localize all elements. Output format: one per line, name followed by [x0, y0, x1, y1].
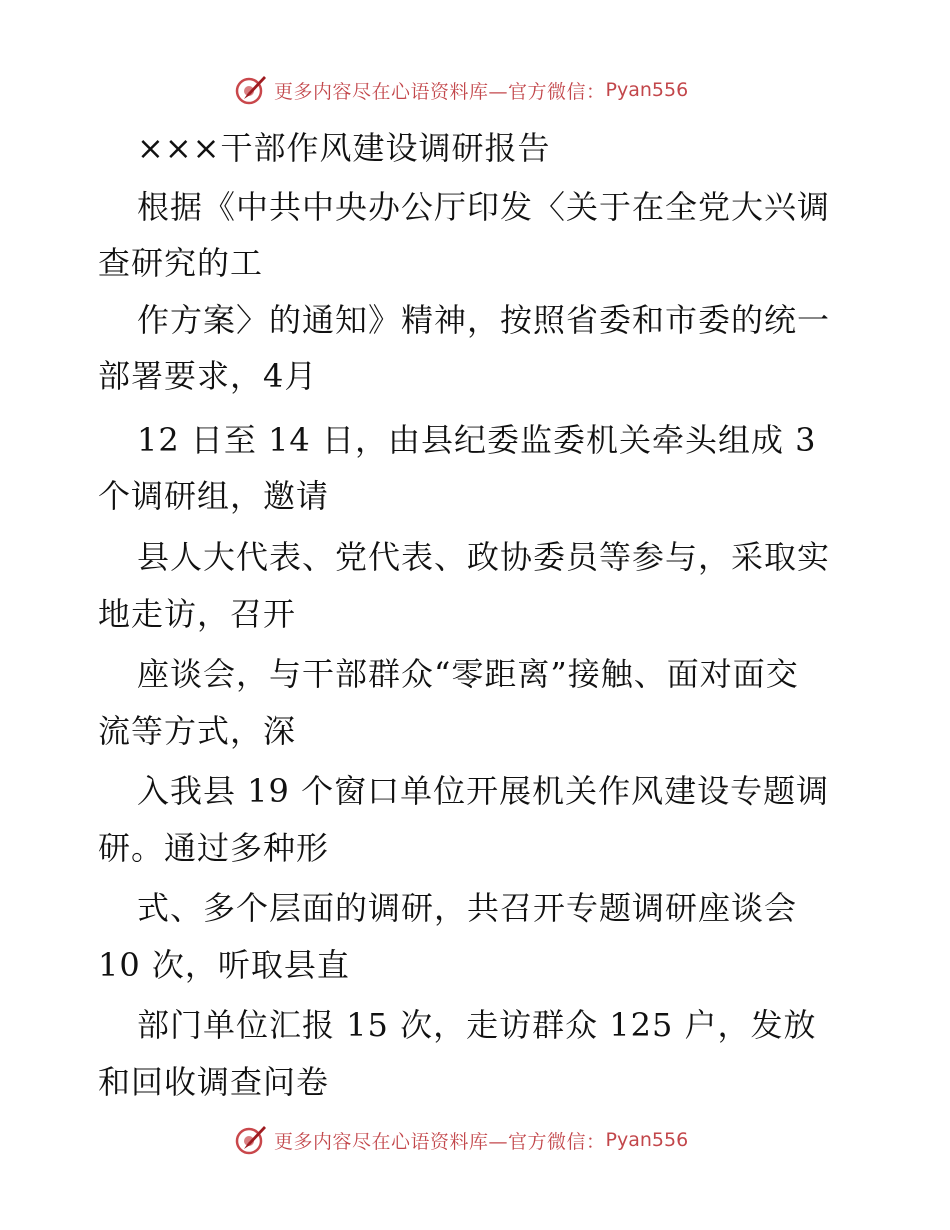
quill-logo-icon: [234, 1123, 268, 1157]
paragraph-line: 部署要求，4月: [98, 357, 318, 395]
paragraph-line: 个调研组，邀请: [98, 477, 330, 515]
footer-watermark: [234, 1122, 688, 1158]
paragraph-line: 流等方式，深: [98, 712, 297, 750]
watermark-text: 更多内容尽在心语资料库—官方微信：: [274, 1130, 606, 1153]
paragraph-line: 入我县 19 个窗口单位开展机关作风建设专题调: [137, 772, 830, 810]
paragraph-line: 式、多个层面的调研，共召开专题调研座谈会: [137, 889, 798, 927]
paragraph-line: 座谈会，与干部群众“零距离”接触、面对面交: [137, 655, 799, 693]
watermark-wechat-id: Pyan556: [605, 79, 689, 101]
paragraph-line: 查研究的工: [98, 244, 264, 282]
paragraph-line: 地走访，召开: [98, 595, 297, 633]
paragraph-line: 和回收调查问卷: [98, 1063, 330, 1101]
header-watermark: [234, 72, 688, 108]
watermark-text: 更多内容尽在心语资料库—官方微信：: [274, 80, 606, 103]
paragraph-line: 12 日至 14 日，由县纪委监委机关牵头组成 3: [137, 421, 817, 459]
paragraph-line: 部门单位汇报 15 次，走访群众 125 户，发放: [137, 1006, 817, 1044]
quill-logo-icon: [234, 73, 268, 107]
watermark-wechat-id: Pyan556: [605, 1129, 689, 1151]
document-title: ×××干部作风建设调研报告: [137, 129, 551, 167]
paragraph-line: 根据《中共中央办公厅印发〈关于在全党大兴调: [137, 188, 831, 226]
paragraph-line: 10 次，听取县直: [98, 946, 350, 984]
paragraph-line: 县人大代表、党代表、政协委员等参与，采取实: [137, 538, 831, 576]
paragraph-line: 作方案〉的通知》精神，按照省委和市委的统一: [137, 301, 831, 339]
paragraph-line: 研。通过多种形: [98, 829, 330, 867]
